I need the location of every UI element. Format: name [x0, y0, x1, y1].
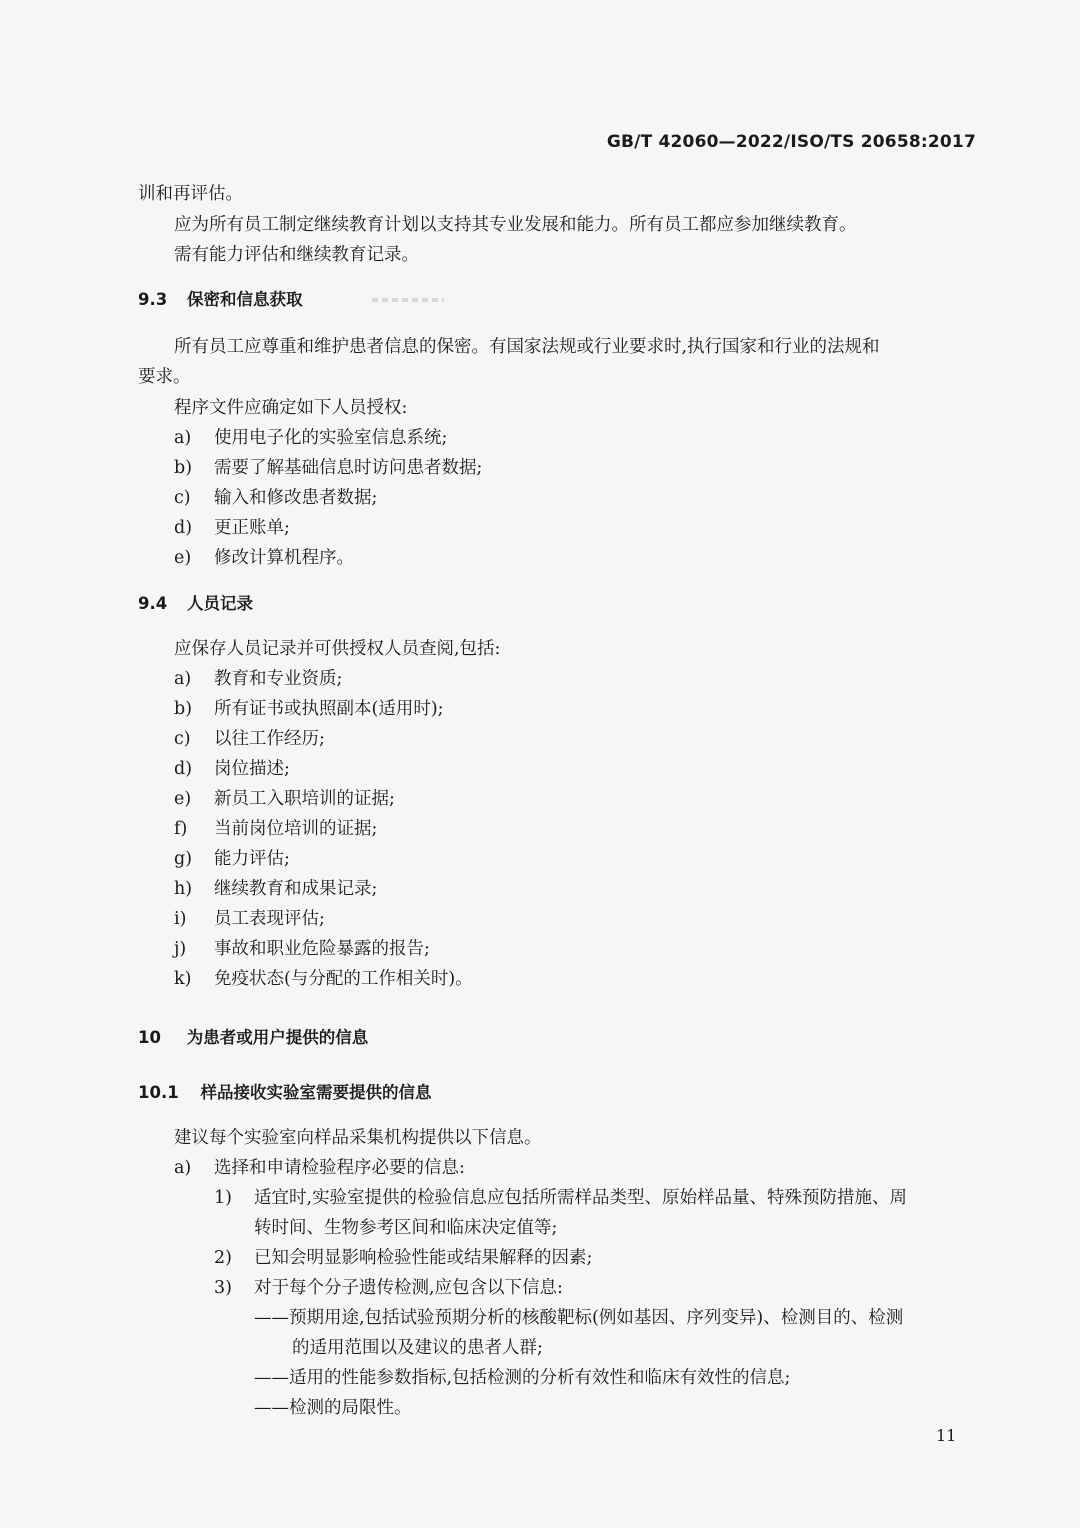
paragraph: 应保存人员记录并可供授权人员查阅,包括: [174, 639, 501, 659]
dash-item: ——检测的局限性。 [254, 1398, 412, 1418]
list-text: 适宜时,实验室提供的检验信息应包括所需样品类型、原始样品量、特殊预防措施、周 [254, 1188, 908, 1208]
list-marker: a) [174, 428, 192, 448]
list-text: 事故和职业危险暴露的报告; [214, 939, 430, 959]
section-heading-9-3 [138, 289, 302, 311]
page-number: 11 [936, 1426, 957, 1445]
section-heading-10-1 [138, 1082, 431, 1104]
list-text: 新员工入职培训的证据; [214, 789, 395, 809]
list-text: 能力评估; [214, 849, 290, 869]
section-number: 9.3 [138, 290, 168, 309]
list-text: 免疫状态(与分配的工作相关时)。 [214, 969, 473, 989]
list-marker: i) [174, 909, 187, 929]
scan-artifact [372, 298, 444, 302]
list-text: 以往工作经历; [214, 729, 325, 749]
paragraph: 需有能力评估和继续教育记录。 [174, 245, 419, 265]
list-marker: e) [174, 789, 192, 809]
list-text: 所有证书或执照副本(适用时); [214, 699, 444, 719]
list-marker: a) [174, 669, 192, 689]
list-text: 对于每个分子遗传检测,应包含以下信息: [254, 1278, 563, 1298]
list-marker: c) [174, 729, 191, 749]
paragraph-continuation: 要求。 [138, 367, 191, 387]
section-number: 10 [138, 1028, 161, 1047]
list-marker: f) [174, 819, 188, 839]
list-marker: c) [174, 488, 191, 508]
list-text: 已知会明显影响检验性能或结果解释的因素; [254, 1248, 593, 1268]
section-title: 保密和信息获取 [186, 290, 303, 309]
list-text-continuation: 转时间、生物参考区间和临床决定值等; [254, 1218, 558, 1238]
section-title: 样品接收实验室需要提供的信息 [200, 1083, 432, 1102]
dash-item: ——预期用途,包括试验预期分析的核酸靶标(例如基因、序列变异)、检测目的、检测 [254, 1308, 904, 1328]
list-marker: b) [174, 699, 193, 719]
section-title: 人员记录 [186, 594, 253, 613]
list-marker: j) [174, 939, 187, 959]
paragraph-continuation: 训和再评估。 [138, 184, 243, 204]
section-title: 为患者或用户提供的信息 [186, 1028, 369, 1047]
dash-item: ——适用的性能参数指标,包括检测的分析有效性和临床有效性的信息; [254, 1368, 791, 1388]
dash-item-continuation: 的适用范围以及建议的患者人群; [292, 1338, 543, 1358]
list-text: 输入和修改患者数据; [214, 488, 378, 508]
list-marker: e) [174, 548, 192, 568]
list-marker: 2) [214, 1248, 232, 1268]
paragraph: 程序文件应确定如下人员授权: [174, 398, 408, 418]
list-text: 使用电子化的实验室信息系统; [214, 428, 448, 448]
section-heading-9-4 [138, 593, 253, 615]
list-marker: b) [174, 458, 193, 478]
list-text: 需要了解基础信息时访问患者数据; [214, 458, 483, 478]
standard-number-header: GB/T 42060—2022/ISO/TS 20658:2017 [606, 132, 976, 152]
list-marker: h) [174, 879, 193, 899]
list-marker: a) [174, 1158, 192, 1178]
paragraph: 建议每个实验室向样品采集机构提供以下信息。 [174, 1128, 542, 1148]
section-number: 10.1 [138, 1083, 179, 1102]
list-text: 员工表现评估; [214, 909, 325, 929]
section-number: 9.4 [138, 594, 168, 613]
section-heading-10 [138, 1027, 368, 1049]
list-marker: d) [174, 518, 193, 538]
paragraph: 所有员工应尊重和维护患者信息的保密。有国家法规或行业要求时,执行国家和行业的法规和 [174, 337, 880, 357]
list-marker: k) [174, 969, 192, 989]
list-marker: d) [174, 759, 193, 779]
list-text: 继续教育和成果记录; [214, 879, 378, 899]
paragraph: 应为所有员工制定继续教育计划以支持其专业发展和能力。所有员工都应参加继续教育。 [174, 215, 857, 235]
list-text: 修改计算机程序。 [214, 548, 354, 568]
list-marker: g) [174, 849, 193, 869]
list-text: 教育和专业资质; [214, 669, 343, 689]
list-text: 当前岗位培训的证据; [214, 819, 378, 839]
list-marker: 3) [214, 1278, 232, 1298]
list-text: 更正账单; [214, 518, 290, 538]
list-marker: 1) [214, 1188, 232, 1208]
list-text: 选择和申请检验程序必要的信息: [214, 1158, 465, 1178]
list-text: 岗位描述; [214, 759, 290, 779]
